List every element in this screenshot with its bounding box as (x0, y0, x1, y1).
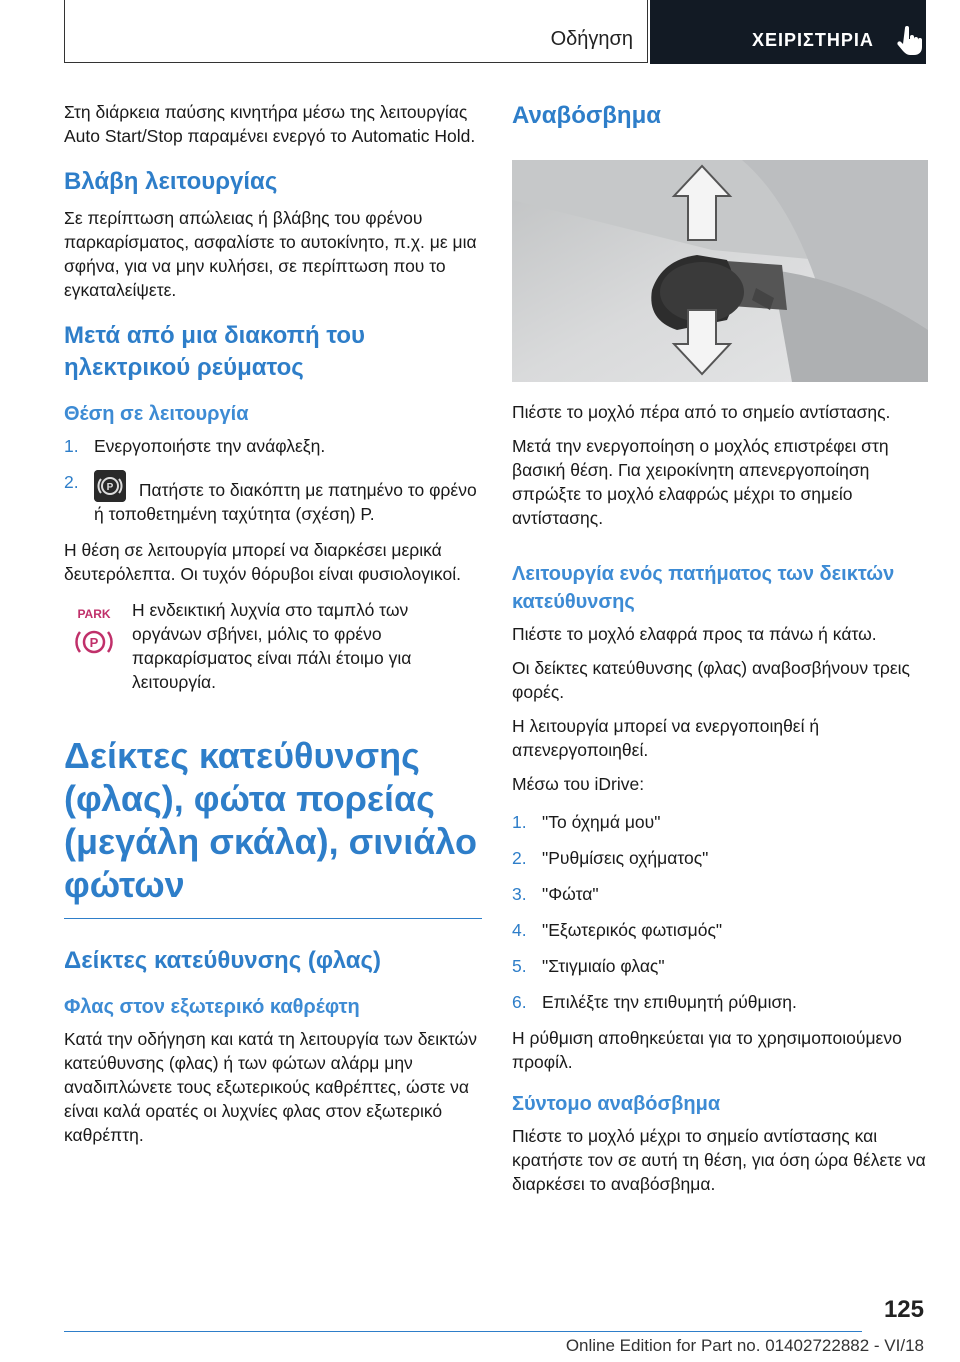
heading-turn-signals: Δείκτες κατεύθυνσης (φλας) (64, 947, 382, 974)
footer-divider (64, 1331, 862, 1332)
heading-brief-flash: Σύντομο αναβόσβημα (512, 1093, 721, 1115)
list-item (64, 434, 482, 458)
svg-text:P: P (106, 482, 114, 493)
step-text: "Το όχημά μου" (542, 812, 661, 832)
seconds-paragraph: Η θέση σε λειτουργία μπορεί να διαρκέσει μερικά δευτερόλεπτα. Οι τυχόν θόρυβοι είναι φυσιολογικοί. (64, 540, 461, 584)
list-item (512, 990, 932, 1014)
mirror-paragraph: Κατά την οδήγηση και κατά τη λειτουργία των δεικτών κατεύθυνσης (φλας) ή των φώτων αλάρμ μην αναδιπλώνετε τους εξωτερικούς καθρέπτες, ώστε να είναι καλά ορατές οι λυχνίες φλας στον εξωτερικό καθρέπτη. (64, 1029, 477, 1145)
chapter-tab (650, 0, 926, 64)
list-item (512, 954, 932, 978)
step-number: 1. (64, 436, 79, 456)
step-text: "Εξωτερικός φωτισμός" (542, 920, 723, 940)
step-number: 5. (512, 956, 527, 976)
page-header (64, 0, 926, 64)
list-item (512, 918, 932, 942)
step-number: 4. (512, 920, 527, 940)
step-text: Επιλέξτε την επιθυμητή ρύθμιση. (542, 992, 797, 1012)
step-text: Ενεργοποιήστε την ανάφλεξη. (94, 436, 326, 456)
step-number: 3. (512, 884, 527, 904)
note-paragraph: Η ενδεικτική λυχνία στο ταμπλό των οργάνων σβήνει, μόλις το φρένο παρκαρίσματος είναι πάλι έτοιμο για λειτουργία. (132, 600, 412, 692)
park-indicator-note (64, 598, 482, 694)
right-column (512, 100, 932, 1206)
light-press-paragraph: Πιέστε το μοχλό ελαφρά προς τα πάνω ή κάτω. (512, 624, 877, 644)
step-number: 2. (64, 472, 79, 492)
park-label: PARK (77, 607, 111, 621)
list-item (64, 470, 482, 526)
turn-signal-lever-photo (512, 160, 928, 382)
heading-flashing: Αναβόσβημα (512, 102, 662, 129)
heading-fault: Βλάβη λειτουργίας (64, 168, 278, 195)
idrive-steps-list (512, 810, 932, 1014)
step-text: "Φώτα" (542, 884, 599, 904)
intro-paragraph: Στη διάρκεια παύσης κινητήρα μέσω της λειτουργίας Auto Start/Stop παραμένει ενεργό το Automatic Hold. (64, 102, 476, 146)
heading-mirror-signal: Φλας στον εξωτερικό καθρέφτη (64, 996, 360, 1018)
step-text: "Ρυθμίσεις οχήματος" (542, 848, 709, 868)
park-warning-icon (72, 604, 116, 662)
left-column (64, 100, 482, 1157)
cancel-paragraph: Μετά την ενεργοποίηση ο μοχλός επιστρέφει στη βασική θέση. Για χειροκίνητη απενεργοποίηση σπρώξτε το μοχλό ελαφρώς μέχρι το σημείο αντίστασης. (512, 436, 889, 528)
parking-brake-button-icon (94, 470, 126, 502)
step-number: 2. (512, 848, 527, 868)
heading-indicators-lights: Δείκτες κατεύθυνσης (φλας), φώτα πορείας (μεγάλη σκάλα), σινιάλο φώτων (64, 734, 482, 919)
toggle-paragraph: Η λειτουργία μπορεί να ενεργοποιηθεί ή απενεργοποιηθεί. (512, 716, 820, 760)
press-paragraph: Πιέστε το μοχλό πέρα από το σημείο αντίστασης. (512, 402, 891, 422)
fault-paragraph: Σε περίπτωση απώλειας ή βλάβης του φρένου παρκαρίσματος, ασφαλίστε το αυτοκίνητο, π.χ. με μια σφήνα, για να μην κυλήσει, σε περίπτωση που το εγκαταλείψετε. (64, 208, 477, 300)
saved-paragraph: Η ρύθμιση αποθηκεύεται για το χρησιμοποιούμενο προφίλ. (512, 1028, 902, 1072)
list-item (512, 882, 932, 906)
list-item (512, 846, 932, 870)
section-tab (64, 0, 648, 63)
step-number: 6. (512, 992, 527, 1012)
three-times-paragraph: Οι δείκτες κατεύθυνσης (φλας) αναβοσβήνουν τρεις φορές. (512, 658, 910, 702)
step-number: 1. (512, 812, 527, 832)
chapter-title: ΧΕΙΡΙΣΤΗΡΙΑ (752, 30, 874, 50)
svg-text:P: P (89, 635, 99, 650)
step-text: "Στιγμιαίο φλας" (542, 956, 665, 976)
heading-operation: Θέση σε λειτουργία (64, 403, 249, 425)
brief-paragraph: Πιέστε το μοχλό μέχρι το σημείο αντίστασης και κρατήστε τον σε αυτή τη θέση, για όση ώρα θέλετε να διαρκέσει το αναβόσβημα. (512, 1126, 926, 1194)
page-number: 125 (883, 1296, 924, 1323)
step-text: Πατήστε το διακόπτη με πατημένο το φρένο ή τοποθετημένη ταχύτητα (σχέση) P. (94, 480, 477, 524)
steps-list (64, 434, 482, 526)
hand-pointer-icon (896, 26, 922, 56)
heading-power-interruption: Μετά από μια διακοπή του ηλεκτρικού ρεύματος (64, 322, 366, 381)
section-title: Οδήγηση (550, 28, 633, 50)
list-item (512, 810, 932, 834)
edition-footer: Online Edition for Part no. 01402722882 - VI/18 (565, 1336, 924, 1355)
heading-one-touch: Λειτουργία ενός πατήματος των δεικτών κατεύθυνσης (512, 563, 895, 613)
via-idrive-paragraph: Μέσω του iDrive: (512, 774, 645, 794)
